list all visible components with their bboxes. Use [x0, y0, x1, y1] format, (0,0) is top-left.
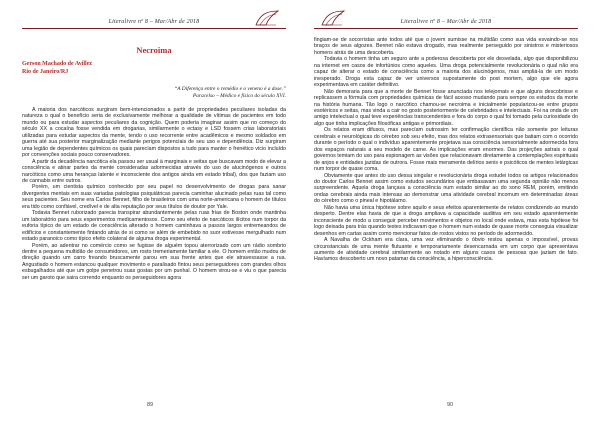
magazine-logo-icon	[320, 9, 346, 27]
right-header-text: Literalivre nº 8 – Mar/Abr de 2018	[400, 19, 492, 25]
paragraph: Os relatos eram difusos, mas parecíam outrossim ter confirmação científica não somente por leituras cerebrais e neurológicas do cérebro sob seu efeito, mas dos relatos extrasensoriais que batiam com o ocorrido durante o período o qual o indivíduo aparentemente projetava sua consciência sensorialmente adormecida fora dos espaços naturais a seu modelo de carne. As implicações eram enormes. Das projeções astrais o qual governos temiam do uso para espionagem as visões que relacionavam diretamente a contemplações espirituais de anjos e entidades jazidas de outrora. Fosse mais meramente delírios senis e psicóticos de mentes letárgicas num torpor de quase coma.	[314, 127, 578, 173]
paragraph: A partir da decadência narcótica ela passou ser usual à marginais e seitas que buscavam modo de elevar a consciência e atinar partes da mente consideradas adormecidas através do uso de alucinógenos e outros narcóticos como uma heranças latente e inconsciente dos antigos ainda em estado tribal), dos que faziam uso de cannabis entre outros.	[22, 158, 286, 184]
left-header	[22, 6, 286, 29]
author-place: Rio de Janeiro/RJ	[22, 68, 69, 75]
paragraph: A Navalha de Ockham era clara, uma vez eliminando o óbvio restou apenas o impossível, provas circunstanciais de uma mente flutuante e temporariamente desencarnada em um corpo que apresentava aumento de atividade cerebral similarmente ao notado em alguns casos de pessoas que jaziam de fato. Havíamos descoberto um novo patamar da consciência, a hiperconsciência.	[314, 237, 578, 263]
magazine-logo-icon	[254, 9, 280, 27]
right-page	[300, 0, 600, 424]
right-body-text	[314, 37, 578, 263]
left-header-text: Literalivre nº 8 – Mar/Abr de 2018	[108, 19, 200, 25]
epigraph-source: Paracelso – Médico e físico do século XVI.	[192, 93, 286, 99]
paragraph: Obviamente que antes do uso dessa singular e revolucionária droga estudei todos os artigos relacionados do doutor Carlos Bennet assim como estudos secundários que embasavam uma segunda opinião não menos surpreendente. Aquela droga lançava a consciência num estado similar ao do sono REM, porém, emitindo ondas cerebrais ainda mais intensas ao demonstrar uma atividade cerebral incomum em determinadas áreas do cérebro como o pineal e hipotálamo.	[314, 172, 578, 205]
right-page-number: 90	[446, 402, 454, 408]
epigraph-quote: “A Diferença entre o remédio e o veneno é a dose.”	[174, 86, 286, 92]
paragraph: Porém, um cientista químico conhecido por seu papel no desenvolvimento de drogas para sanar divergentes mentais em suas variadas patologias psiquiátricas parecia caminhar alucinado pelas ruas tal como seus pacientes. Seu nome era Carlos Bennet, filho de brasileiros com uma norte-americana o homem de títulos era tido como confiável, credível e de alta reputação por seus títulos de doutor por Yale.	[22, 184, 286, 210]
paragraph: Não havia uma única hipótese sobre aquilo e seus efeitos aparentemente de relatos condizendo ao mundo desperto. Dentre elas havia de que a droga ampliava a capacidade auditiva em seu estado aparentemente inconsciente de modo a conseguir perceber movimentos e objetos no local onde estava, mas esta hipótese foi logo deixada para trás quando testes indicavam que o homem num estado de quase morte conseguia visualizar desenhos em cartas assim como mencionar fatos de rostos vistos no período de adormecido.	[314, 204, 578, 237]
paragraph: A maioria dos narcóticos surgiram bem-intencionados a partir de propriedades peculiares isoladas da natureza o qual o benefício seria de exclusivamente melhorar a qualidade de vítimas de pacientes em todo mundo ou para estudar aspectos peculiares da cognição. Quem poderia imaginar assim que no começo do século XX a cocaína fosse vendida em drogarias, similarmente o ectasy e LSD fossem crias laboratoriais utilizadas para estudar aspectos da mente, tendo o uso recorrente entre acadêmicos e mesmo soldados em guerra até sua posterior marginalização mediante perigos potenciais de seu uso e dependência. Diz surgiram uma legião de dependentes químicos os quais parecíam dispostos a tudo para manter o frenético vício incluído por convenções sociais pouco conservadores.	[22, 107, 286, 159]
paragraph: Porém, ao adentrar no comércio como se fugisse de alguém topou aterrorizado com um rádio sombrio dentre a pequena multidão de consumidores, um rosto tremeriamente familiar a ele. O homem então mudou de direção quando um carro freando bruscamente parou em sua frente antes que ele atravessasse a rua. Angustiado o homem estancou qualquer movimento e paralisado fintou seus perseguidores com grandes olhos esbugalhados até que um golpe penetrou suas gostas por um punhal. O homem virou-se e viu o que parecia ser um garoto que saira correndo enquanto os perseguidores agora	[22, 242, 286, 281]
paragraph: fingiam-se de socorristas ante todos até que o jovem sumisse na multidão como sua vida esvaindo-se nos braços de seus algozes. Bennet não estava drogado, mas realmente perseguido por sinistros e misteriosos homens atrás de uma descoberta.	[314, 37, 578, 56]
story-title: Necroima	[136, 45, 172, 55]
author-name: Gerson Machado de Avillez	[22, 61, 93, 67]
paragraph: Todavia Bennet ruborizado parecia transpirar abundantemente pelas ruas frias de Boston onde mantinha um laboratório para seus experimentos medicamentosos. Como seu efeito de narcóticos ilícitos num torpor da euforia típico de um estado de consciência alterado o homem caminhava a passos largos entremeandos de edifícios e constantemente fintando atrás de si como se além de embebido no suor estivesse mergulhado num estado paranoico como típico efeito colateral de alguma droga experimental.	[22, 210, 286, 243]
paragraph: Não demoraria para que a morte de Bennet fosse anunciada nos telejornais e que alguns descobrisse e replicassem a fórmula com propriedades químicas de fácil acesso mudando para sempre os estudos da morte na história humana. Tão logo o narcótico chamou-se necroima e inicialmente popularizou-se entre grupos esotéricos e seitas, mas vinda a cair no gosto posteriormente de celebridades e intelectuais. Foi na onda de um amigo intelectual o qual teve experiências transcendentes e fora do corpo o qual foi tomado pela curiosidade do algo que tinha implicações filosóficas antigas e primordiais.	[314, 88, 578, 127]
left-body-text	[22, 107, 286, 281]
right-header	[314, 6, 578, 29]
paragraph: Todavia o homem tinha um seguro ante a poderosa descoberta por ele desvelada, algo que disponibilizou na internet em casos de infortúnios como aqueles. Uma droga potencialmente revolucionária o qual não era capaz de alterar o estado de consciência como a maioria dos alucinógenos, mas ampliá-la de um modo inesperado. Droga esta capaz de ver universos supostamente do post mortem, algo que ele agora experimentava em caráter definitivo.	[314, 56, 578, 89]
left-page-number: 89	[146, 402, 154, 408]
